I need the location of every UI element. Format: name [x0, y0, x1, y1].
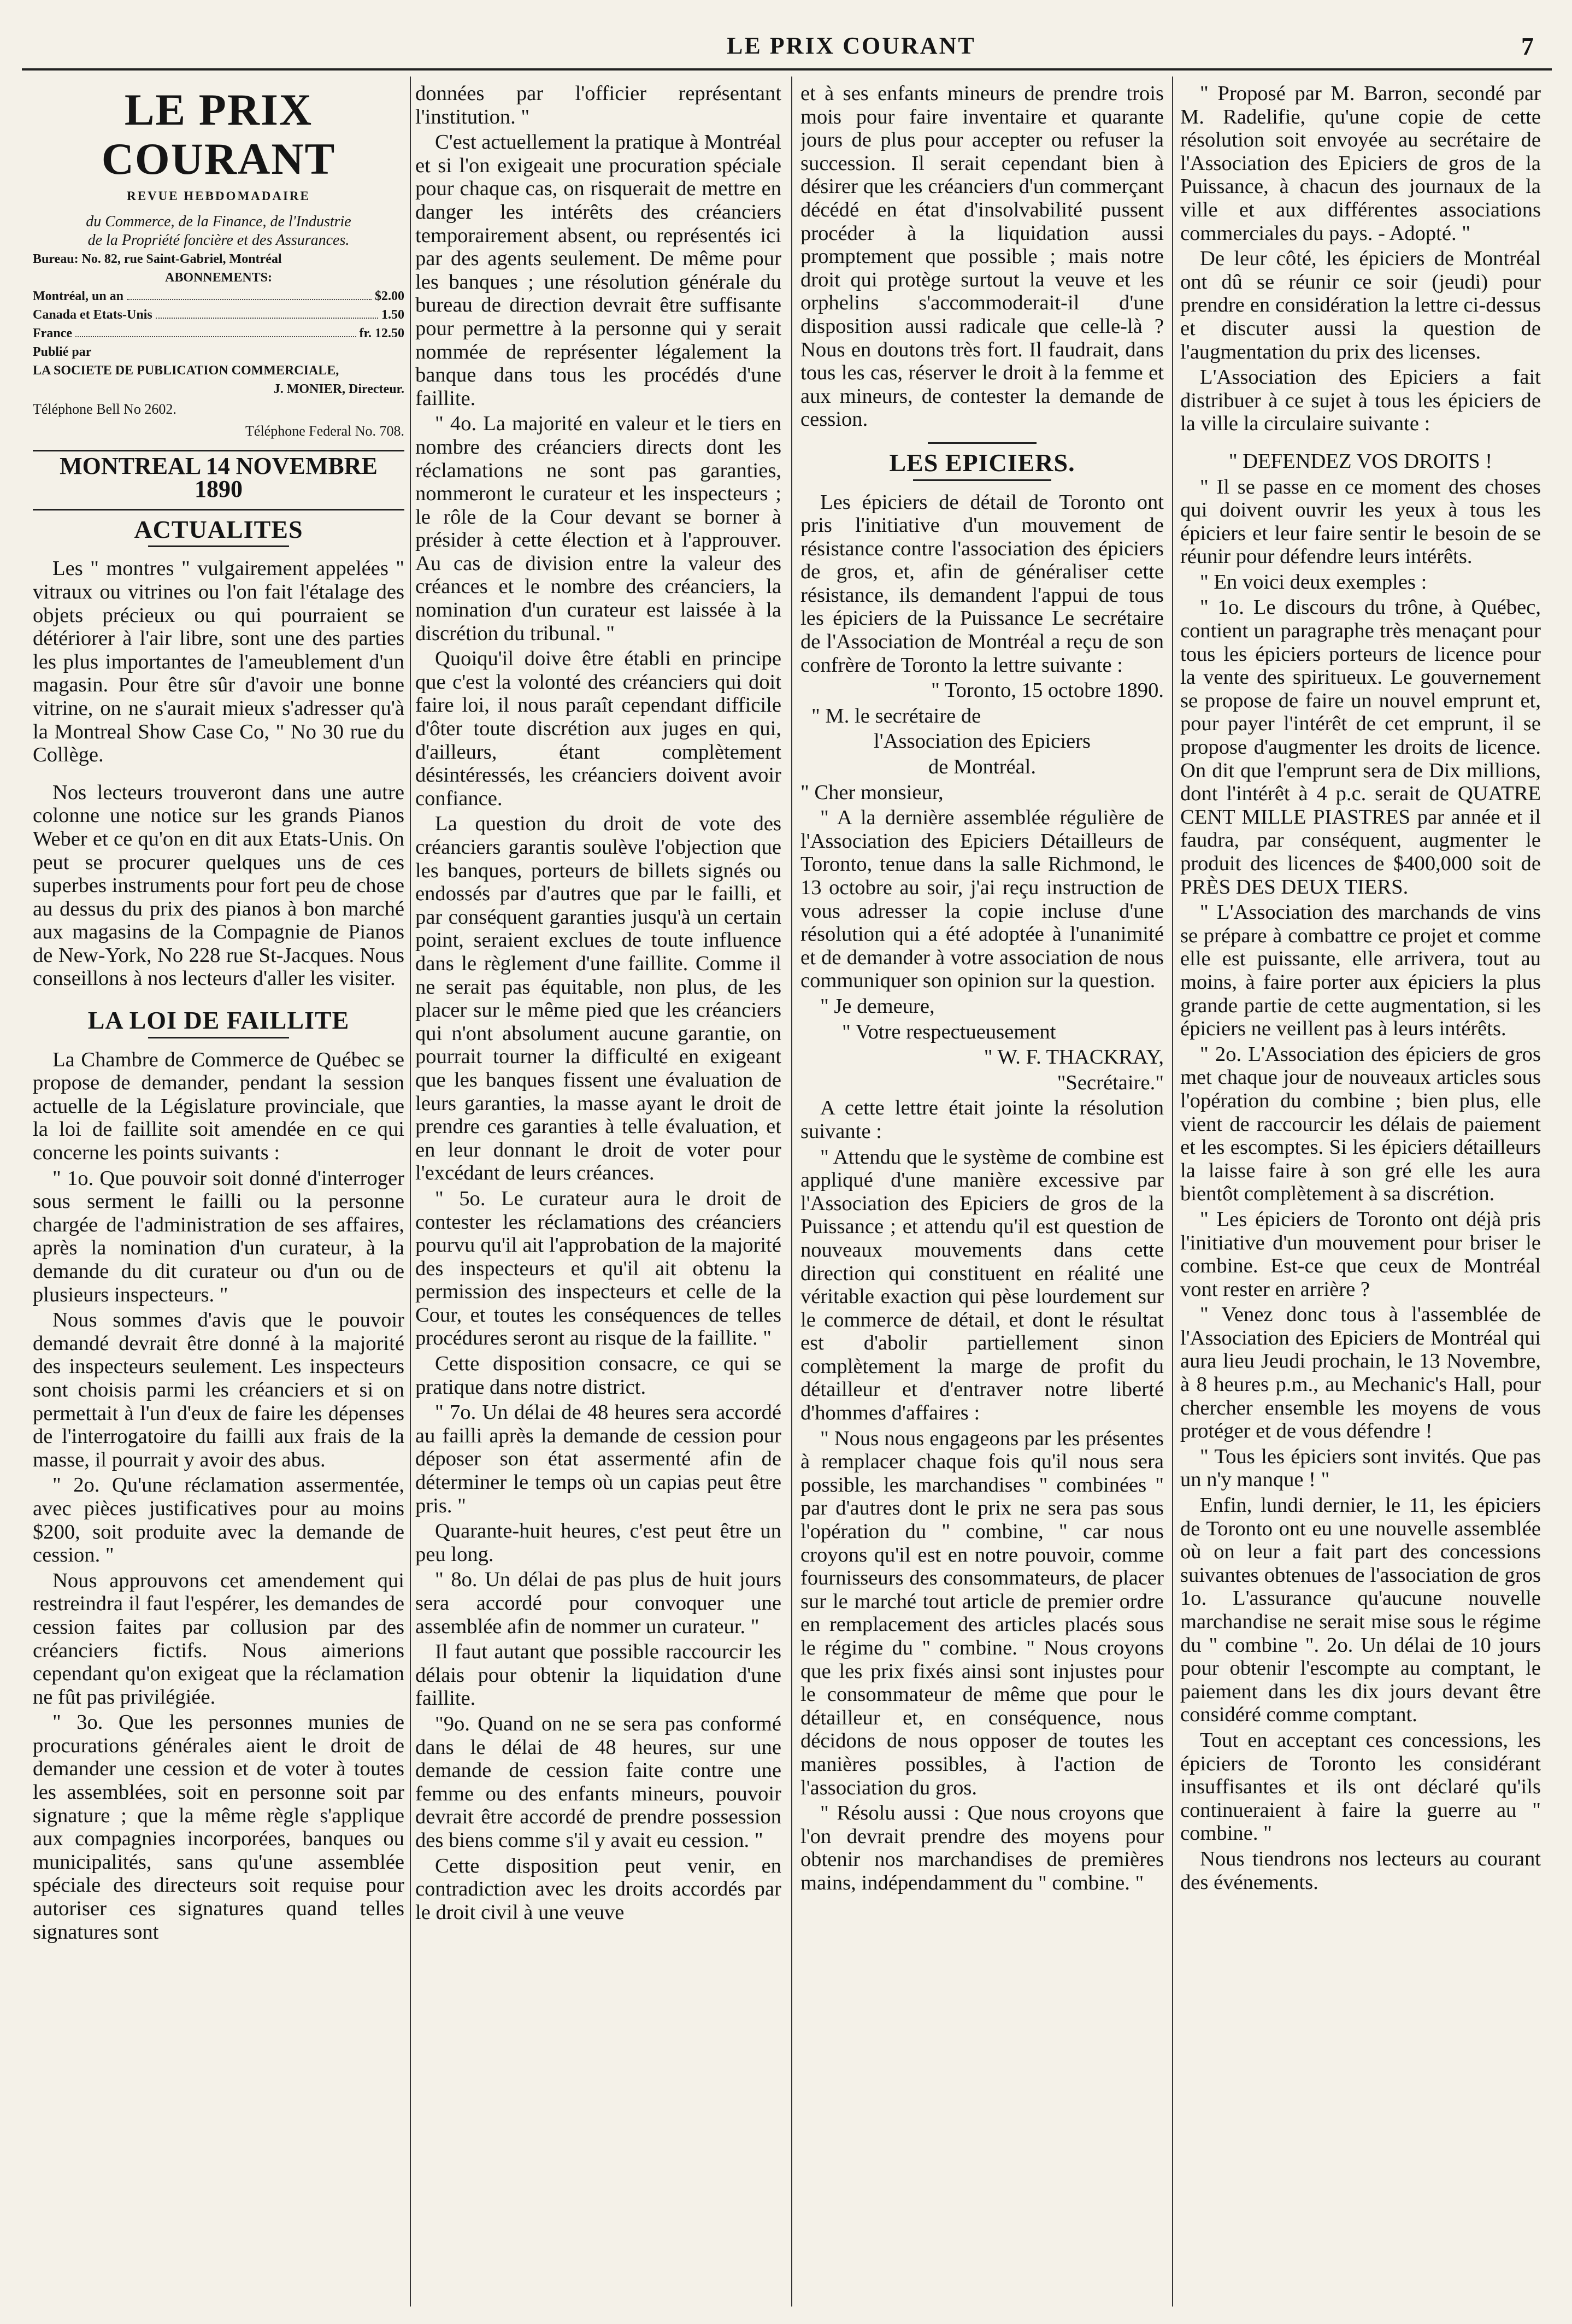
article-paragraph: C'est actuellement la pratique à Montréal et si l'on exigeait une procuration spéciale pour chaque cas, on risquerait de mettre en danger les intérêts des créanciers temporairement absent, ou représentés ici par des agents seulement. De même pour les banques ; une résolution générale du bureau de direction devrait être suffisante pour permettre à la personne qui y serait nommée de représenter légalement la banque dans tous les procédés d'une faillite. — [415, 131, 781, 410]
letter-salutation: " Cher monsieur, — [800, 780, 944, 804]
column-rule — [791, 77, 792, 2307]
article-paragraph: " L'Association des marchands de vins se prépare à combattre ce projet et comme elle est puissante, elle arrivera, tout au moins, à faire porter aux épiciers la plus grande partie de cette augmentation, si les épiciers ne veillent pas à leurs intérêts. — [1180, 901, 1541, 1041]
letter-addressee: l'Association des Epiciers — [874, 730, 1091, 753]
column-1 — [33, 82, 404, 2301]
article-paragraph: " Tous les épiciers sont invités. Que pas un n'y manque ! " — [1180, 1445, 1541, 1492]
article-paragraph: " 1o. Que pouvoir soit donné d'interroger sous serment le failli ou la personne chargée de l'administration de ses affaires, après la nomination d'un curateur, à la demande du dit curateur ou d'un ou de plusieurs inspecteurs. " — [33, 1166, 404, 1306]
letter-signature-title: "Secrétaire." — [1057, 1071, 1164, 1094]
article-paragraph: Il faut autant que possible raccourcir les délais pour obtenir la liquidation d'une faillite. — [415, 1640, 781, 1710]
article-paragraph: Enfin, lundi dernier, le 11, les épiciers de Toronto ont eu une nouvelle assemblée où on leur a fait part des concessions suivantes obtenues de l'association de gros 1o. L'assurance qu'aucune nouvelle marchandise ne serait mise sous le régime du " combine ". 2o. Un délai de 10 jours pour obtenir l'escompte au comptant, le paiement dans les dix jours devant être considéré comme comptant. — [1180, 1494, 1541, 1727]
article-paragraph: A cette lettre était jointe la résolution suivante : — [800, 1096, 1164, 1143]
rate-value: fr. 12.50 — [359, 326, 404, 341]
letter-addressee: de Montréal. — [928, 755, 1037, 779]
letter-addressee: " M. le secrétaire de — [811, 704, 981, 727]
date-rule — [33, 450, 404, 451]
letter-closing: " Votre respectueusement — [842, 1020, 1056, 1043]
column-rule — [410, 77, 411, 2307]
article-paragraph: Nous approuvons cet amendement qui restreindra il faut l'espérer, les demandes de cession faites par collusion par des créanciers fictifs. Nous aimerions cependant qu'on exigeat que la réclamation ne fût pas privilégiée. — [33, 1569, 404, 1709]
rate-value: 1.50 — [381, 307, 404, 322]
article-paragraph: Tout en acceptant ces concessions, les épiciers de Toronto les considérant insuffisantes et ils ont déclaré qu'ils continueraient à faire la guerre au " combine. " — [1180, 1728, 1541, 1845]
running-title: LE PRIX COURANT — [727, 32, 976, 59]
rate-label: Canada et Etats-Unis — [33, 307, 152, 322]
rate-row — [33, 306, 404, 324]
dateline: MONTREAL 14 NOVEMBRE 1890 — [60, 452, 378, 503]
masthead-director: J. MONIER, Directeur. — [273, 382, 404, 396]
article-paragraph: De leur côté, les épiciers de Montréal ont dû se réunir ce soir (jeudi) pour prendre en considération la lettre ci-dessus et discuter aussi la question de l'augmentation du prix des licenses. — [1180, 247, 1541, 363]
masthead-phone-bell: Téléphone Bell No 2602. — [33, 401, 176, 417]
article-paragraph: " 2o. L'Association des épiciers de gros met chaque jour de nouveaux articles sous l'opération du combine ; bien plus, elle vient de raccourcir les délais de paiement et les escomptes. Si les épiciers détailleurs la laisse faire à son gré elle les aura bientôt complètement à sa discrétion. — [1180, 1042, 1541, 1206]
article-paragraph: Quoiqu'il doive être établi en principe que c'est la volonté des créanciers qui doit faire loi, il nous paraît cependant difficile d'ôter toute discrétion aux juges en qui, d'ailleurs, étant complètement désintéressés, les créanciers doivent avoir confiance. — [415, 647, 781, 810]
circular-heading: " DEFENDEZ VOS DROITS ! — [1228, 449, 1493, 473]
article-paragraph: " Les épiciers de Toronto ont déjà pris l'initiative d'un mouvement pour briser le combine. Est-ce que ceux de Montréal vont rester en arrière ? — [1180, 1207, 1541, 1301]
masthead-abonnements: ABONNEMENTS: — [164, 270, 273, 285]
column-rule — [1172, 77, 1173, 2307]
rate-label: France — [33, 326, 72, 341]
article-paragraph: " 3o. Que les personnes munies de procurations générales aient le droit de demander une cession et de voter à toutes les assemblées, soit en personne soit par signature ; que la même règle s'applique aux compagnies incorporées, banques ou municipalités, sans qu'une assemblée spéciale des directeurs soit requise pour autoriser ces signatures quand telles signatures sont — [33, 1711, 404, 1944]
rate-row — [33, 324, 404, 343]
article-paragraph: " Venez donc tous à l'assemblée de l'Association des Epiciers de Montréal qui aura lieu Jeudi prochain, le 13 Novembre, à 8 heures p.m., au Mechanic's Hall, pour chercher ensemble les moyens de vous protéger et de vous défendre ! — [1180, 1303, 1541, 1443]
masthead-phone-federal: Téléphone Federal No. 708. — [245, 422, 404, 439]
masthead-publie-par: Publié par — [33, 344, 92, 359]
masthead-publisher: LA SOCIETE DE PUBLICATION COMMERCIALE, — [33, 363, 339, 378]
column-2 — [415, 82, 781, 2301]
article-paragraph: " 5o. Le curateur aura le droit de contester les réclamations des créanciers pourvu qu'il ait l'approbation de la majorité des inspecteurs et qu'il ait obtenu la permission des inspecteurs et celle de la Cour, et toutes les conséquences de telles procédures seront au risque de la faillite. " — [415, 1187, 781, 1350]
masthead-tagline: du Commerce, de la Finance, de l'Industrie — [86, 213, 351, 230]
masthead-title: LE PRIX COURANT — [101, 85, 336, 184]
rate-value: $2.00 — [375, 289, 404, 303]
section-rule — [928, 442, 1037, 444]
article-paragraph: " 2o. Qu'une réclamation assermentée, avec pièces justificatives pour au moins $200, soit produite avec la demande de cession. " — [33, 1474, 404, 1567]
article-paragraph: Les épiciers de détail de Toronto ont pris l'initiative d'un mouvement de résistance contre l'association des épiciers de gros, et, afin de généraliser cette résistance, ils demandent l'appui de tous les épiciers de la Puissance Le secrétaire de l'Association de Montréal a reçu de son confrère de Toronto la lettre suivante : — [800, 490, 1164, 677]
section-rule — [913, 479, 1051, 481]
letter-signature: " W. F. THACKRAY, — [984, 1046, 1164, 1069]
rate-row — [33, 287, 404, 306]
article-paragraph: La question du droit de vote des créanciers garantis soulève l'objection que les banques, porteurs de billets signés ou endossés par d'autres que par le failli, et par conséquent garanties jusqu'à un certain point, seraient exclues de toute influence dans le règlement d'une faillite. Comme il ne serait pas équitable, non plus, de les placer sur le même pied que les créanciers qui n'ont absolument aucune garantie, on pourrait tourner la difficulté en exigeant que les banques fissent une évaluation de leurs garanties, la masse ayant le droit de prendre ces garanties à telle évaluation, et en leur donnant le droit de voter pour l'excédant de leurs créances. — [415, 812, 781, 1185]
article-paragraph: " Attendu que le système de combine est appliqué d'une manière excessive par l'Association des Epiciers de gros de la Puissance ; et attendu qu'il est question de nouveaux mouvements dans cette direction qui constituent en réalité une véritable exaction qui pèse lourdement sur le commerce de détail, et dont le résultat est d'abolir partiellement sinon complètement la marge de profit du détailleur et d'entraver notre liberté d'hommes d'affaires : — [800, 1145, 1164, 1425]
masthead-subtitle: REVUE HEBDOMADAIRE — [127, 189, 310, 203]
article-paragraph: Nous sommes d'avis que le pouvoir demandé devrait être donné à la majorité des inspecteurs seulement. Les inspecteurs sont choisis parmi les créanciers et si on permettait à l'un d'eux de faire les dépenses de l'interrogatoire du failli aux frais de la masse, il pourrait y avoir des abus. — [33, 1308, 404, 1471]
section-title-actualites: ACTUALITES — [134, 515, 303, 543]
section-rule — [148, 545, 289, 547]
article-paragraph: " Résolu aussi : Que nous croyons que l'on devrait prendre des moyens pour obtenir nos marchandises de premières mains, indépendamment du " combine. " — [800, 1801, 1164, 1894]
article-paragraph: " 8o. Un délai de pas plus de huit jours sera accordé pour convoquer une assemblée afin de nommer un curateur. " — [415, 1568, 781, 1638]
section-title-epiciers: LES EPICIERS. — [889, 448, 1075, 477]
article-paragraph: " 7o. Un délai de 48 heures sera accordé au failli après la demande de cession pour déposer son état assermenté afin de déterminer le temps où un capias peut être pris. " — [415, 1401, 781, 1517]
article-paragraph: Nous tiendrons nos lecteurs au courant des événements. — [1180, 1847, 1541, 1894]
letter-closing: " Je demeure, — [820, 994, 935, 1018]
rate-label: Montréal, un an — [33, 289, 124, 303]
masthead-tagline: de la Propriété foncière et des Assurances. — [87, 231, 350, 249]
article-paragraph: " 1o. Le discours du trône, à Québec, contient un paragraphe très menaçant pour tous les épiciers porteurs de licence pour la vente des spiritueux. Le gouvernement se propose de faire un nouvel emprunt et, pour payer l'intérêt de cet emprunt, il se propose d'augmenter les droits de licence. On dit que l'emprunt sera de Dix millions, dont l'intérêt à 4 p.c. serait de QUATRE CENT MILLE PIASTRES par année et il faudra, par conséquent, augmenter le produit des licences de $400,000 soit de PRÈS DES DEUX TIERS. — [1180, 596, 1541, 899]
article-paragraph: Les " montres " vulgairement appelées " vitraux ou vitrines ou l'on fait l'étalage des objets précieux ou qui pourraient se détériorer à l'air libre, sont une des parties les plus importantes de l'ameublement d'un magasin. Pour être sûr d'avoir une bonne vitrine, on ne s'aurait mieux s'adresser qu'à la Montreal Show Case Co, " No 30 rue du Collège. — [33, 557, 404, 767]
article-paragraph: " Proposé par M. Barron, secondé par M. Radelifie, qu'une copie de cette résolution soit envoyée au secrétaire de l'Association des Epiciers de gros de la Puissance, à chacun des journaux de la ville et aux différentes associations commerciales du pays. - Adopté. " — [1180, 82, 1541, 245]
section-rule — [148, 1037, 289, 1038]
date-rule — [33, 509, 404, 510]
article-paragraph: Cette disposition peut venir, en contradiction avec les droits accordés par le droit civil à une veuve — [415, 1854, 781, 1924]
article-paragraph: Quarante-huit heures, c'est peut être un peu long. — [415, 1519, 781, 1566]
column-4 — [1180, 82, 1541, 2301]
column-3 — [800, 82, 1164, 2301]
article-paragraph: " En voici deux exemples : — [1200, 570, 1427, 594]
header-rule — [22, 68, 1552, 71]
letter-body: " A la dernière assemblée régulière de l'Association des Epiciers Détailleurs de Toronto, tenue dans la salle Richmond, le 13 octobre au soir, j'ai reçu instruction de vous adresser la copie incluse d'une résolution qui a été adoptée à l'unanimité et de demander à votre association de nous communiquer son opinion sur la question. — [800, 806, 1164, 993]
article-paragraph: Nos lecteurs trouveront dans une autre colonne une notice sur les grands Pianos Weber et ce qu'on en dit aux Etats-Unis. On peut se procurer quelques uns de ces superbes instruments pour fort peu de chose au dessus du prix des pianos à bon marché aux magasins de la Compagnie de Pianos de New-York, No 228 rue St-Jacques. Nous conseillons à nos lecteurs d'aller les visiter. — [33, 780, 404, 990]
article-paragraph: " Il se passe en ce moment des choses qui doivent ouvrir les yeux à tous les épiciers et leur faire sentir le besoin de se réunir pour défendre leurs intérêts. — [1180, 475, 1541, 568]
masthead-bureau: Bureau: No. 82, rue Saint-Gabriel, Montréal — [33, 251, 282, 266]
article-paragraph: et à ses enfants mineurs de prendre trois mois pour faire inventaire et quarante jours de plus pour accepter ou refuser la succession. Il serait cependant bien à désirer que les créanciers d'un commerçant décédé en état d'insolvabilité pussent procéder à la liquidation aussi promptement que possible ; mais notre droit qui protège surtout la veuve et les orphelins s'accommoderait-il d'une disposition aussi radicale que celle-là ? Nous en doutons très fort. Il faudrait, dans tous les cas, réserver le droit à la femme et aux mineurs, de contester la demande de cession. — [800, 82, 1164, 431]
article-paragraph: " 4o. La majorité en valeur et le tiers en nombre des créanciers directs dont les réclamations ne sont pas garanties, nommeront le curateur et les inspecteurs ; le rôle de la Cour devant se borner à présider à cette élection et à l'approuver. Au cas de division entre la valeur des créances et le nombre des créanciers, la nomination d'un curateur est laissée à la discrétion du tribunal. " — [415, 412, 781, 645]
page-number: 7 — [1521, 32, 1534, 60]
article-paragraph: " Nous nous engageons par les présentes à remplacer chaque fois qu'il nous sera possible, les marchandises " combinées " par d'autres dont le prix ne sera pas sous l'opération du " combine, " car nous croyons qu'il est en notre pouvoir, comme fournisseurs des consommateurs, de placer sur le marché tout article de premier ordre en remplacement des articles placés sous le régime du " combine. " Nous croyons que les prix fixés ainsi sont injustes pour le consommateur de même que pour le détailleur et, en conséquence, nous décidons de nous opposer de toutes les manières possibles, à l'action de l'association du gros. — [800, 1427, 1164, 1799]
article-paragraph: La Chambre de Commerce de Québec se propose de demander, pendant la session actuelle de la Législature provinciale, que la loi de faillite soit amendée en ce qui concerne les points suivants : — [33, 1048, 404, 1165]
section-title-faillite: LA LOI DE FAILLITE — [87, 1006, 350, 1035]
article-paragraph: L'Association des Epiciers a fait distribuer à ce sujet à tous les épiciers de la ville la circulaire suivante : — [1180, 366, 1541, 436]
article-paragraph: Cette disposition consacre, ce qui se pratique dans notre district. — [415, 1352, 781, 1399]
letter-date: " Toronto, 15 octobre 1890. — [931, 679, 1164, 702]
article-paragraph: "9o. Quand on ne se sera pas conformé dans le délai de 48 heures, sur une demande de cession faite contre une femme ou des enfants mineurs, pouvoir devrait être accordé de prendre possession des biens comme s'il y avait eu cession. " — [415, 1712, 781, 1852]
article-paragraph: données par l'officier représentant l'institution. " — [415, 82, 781, 128]
running-head — [0, 32, 1572, 64]
